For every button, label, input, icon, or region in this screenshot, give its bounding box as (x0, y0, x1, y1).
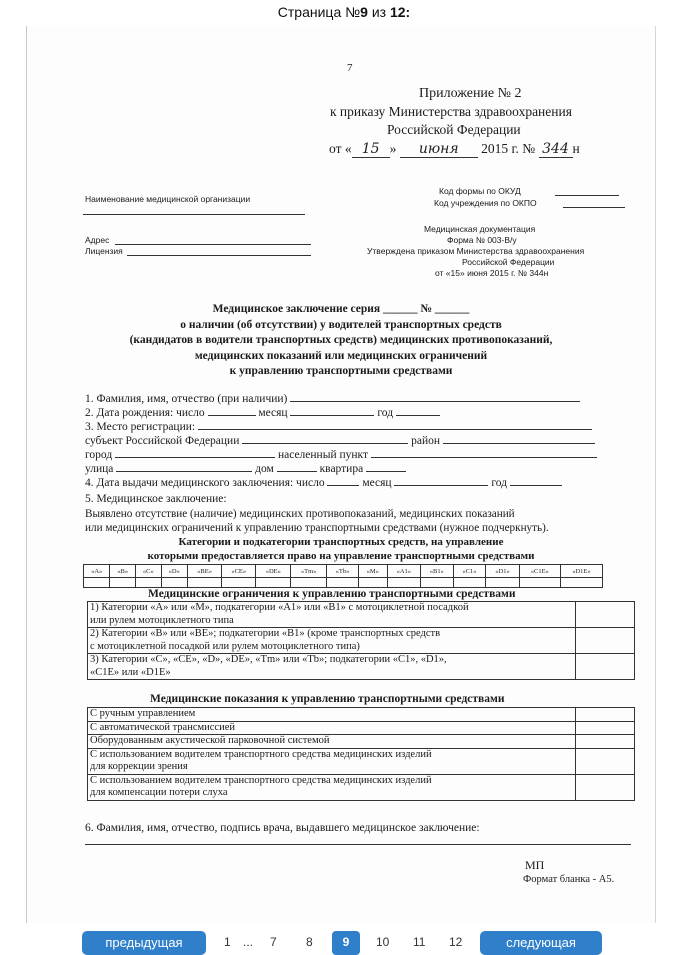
category-mark-cell (519, 578, 560, 588)
category-cell: «Tb» (327, 565, 359, 578)
indication-row (88, 775, 634, 800)
indication-row (88, 722, 634, 736)
page-link-10[interactable]: 10 (376, 935, 390, 949)
order-number: 344 (539, 141, 573, 158)
indication-row (88, 749, 634, 775)
category-mark-cell (222, 578, 256, 588)
page-link-11[interactable]: 11 (413, 935, 426, 949)
order-line: к приказу Министерства здравоохранения (330, 104, 572, 119)
category-mark-cell (358, 578, 387, 588)
address-line (115, 244, 311, 245)
categories-title-1: Категории и подкатегории транспортных средств, на управление (178, 536, 504, 548)
category-cell: «Tm» (291, 565, 327, 578)
category-cell: «C1» (453, 565, 486, 578)
birth-year-label: год (377, 407, 394, 419)
category-mark-cell (486, 578, 519, 588)
order-date-line (329, 141, 580, 158)
approved-line-3: от «15» июня 2015 г. № 344н (435, 268, 549, 278)
license-label: Лицензия (85, 246, 123, 256)
field-issue-date (85, 475, 562, 490)
city-line (115, 447, 275, 458)
locality-label: населенный пункт (277, 449, 368, 461)
date-mid: » (389, 141, 397, 156)
page-indicator (0, 4, 688, 20)
title-line-2: о наличии (об отсутствии) у водителей транспортных средств (180, 318, 502, 331)
address-label: Адрес (85, 235, 110, 245)
date-suffix: н (572, 141, 580, 156)
indication-row-mark-cell (575, 749, 634, 774)
indications-table (87, 707, 635, 801)
field-registration (85, 419, 592, 434)
category-mark-cell (560, 578, 602, 588)
full-name-label: 1. Фамилия, имя, отчество (при наличии) (85, 393, 288, 405)
indication-row-mark-cell (575, 722, 634, 735)
category-cell: «B1» (421, 565, 454, 578)
date-month: июня (400, 141, 478, 158)
field-city (85, 447, 597, 462)
categories-mark-row (84, 578, 603, 588)
field-conclusion: 5. Медицинское заключение: (85, 493, 227, 505)
issue-day-line (327, 475, 359, 486)
issue-date-label: 4. Дата выдачи медицинского заключения: число (85, 477, 325, 489)
pagination (0, 927, 688, 951)
birth-month-line (290, 405, 374, 416)
indication-row-mark-cell (575, 735, 634, 748)
full-name-line (290, 391, 580, 402)
birth-date-label: 2. Дата рождения: число (85, 407, 205, 419)
doctor-line (85, 844, 631, 845)
page-link-12[interactable]: 12 (449, 935, 463, 949)
categories-table (83, 564, 603, 588)
okpo-line (563, 207, 625, 208)
category-cell: «B» (110, 565, 136, 578)
page-link-8[interactable]: 8 (306, 935, 313, 949)
category-mark-cell (110, 578, 136, 588)
restriction-row-text: или рулем мотоциклетного типа (90, 614, 234, 626)
category-cell: «C» (135, 565, 161, 578)
indication-row-mark-cell (575, 708, 634, 721)
field-subject (85, 433, 595, 448)
street-line (116, 461, 252, 472)
issue-month-label: месяц (362, 477, 392, 489)
house-label: дом (255, 463, 274, 475)
category-mark-cell (327, 578, 359, 588)
category-mark-cell (453, 578, 486, 588)
issue-year-line (510, 475, 562, 486)
issue-month-line (394, 475, 488, 486)
categories-title (27, 536, 655, 563)
indication-row-text: для коррекции зрения (90, 761, 188, 772)
federation-line: Российской Федерации (387, 122, 521, 137)
locality-line (371, 447, 597, 458)
stamp-label: МП (525, 858, 545, 872)
okpo-label: Код учреждения по ОКПО (434, 198, 537, 208)
category-mark-cell (84, 578, 110, 588)
subject-label: субъект Российской Федерации (85, 435, 240, 447)
page-of: из (367, 4, 390, 20)
flat-label: квартира (319, 463, 364, 475)
approved-line-2: Российской Федерации (462, 257, 555, 267)
conclusion-text-2: или медицинских ограничений к управлению транспортными средствами (нужное подчеркнуть). (85, 522, 549, 534)
format-label: Формат бланка - А5. (523, 874, 615, 885)
page-current: 9 (360, 4, 368, 20)
restriction-row-text: «C1E» или «D1E» (90, 666, 171, 678)
category-mark-cell (291, 578, 327, 588)
street-label: улица (85, 463, 114, 475)
indication-row-text: С ручным управлением (90, 708, 196, 719)
license-line (127, 255, 311, 256)
category-cell: «A1» (387, 565, 420, 578)
indications-title: Медицинские показания к управлению транспортными средствами (150, 693, 505, 705)
title-line-3: (кандидатов в водители транспортных средств) медицинских противопоказаний, (129, 334, 553, 346)
indication-row (88, 735, 634, 749)
med-doc-label: Медицинская документация (424, 224, 536, 234)
document-scan (26, 26, 656, 923)
registration-label: 3. Место регистрации: (85, 421, 196, 433)
category-cell: «BE» (187, 565, 221, 578)
indication-row-text: для компенсации потери слуха (90, 787, 228, 798)
title-line-4: медицинских показаний или медицинских ограничений (194, 349, 488, 362)
birth-day-line (208, 405, 256, 416)
restriction-row-mark-cell (575, 628, 634, 653)
restriction-row (88, 628, 634, 654)
indication-row (88, 708, 634, 722)
date-year: 2015 г. № (481, 141, 536, 156)
prev-page-button[interactable]: предыдущая (82, 931, 206, 955)
document-title (27, 302, 655, 380)
category-cell: «C1E» (519, 565, 560, 578)
category-mark-cell (161, 578, 187, 588)
form-number: Форма № 003-В/у (447, 235, 517, 245)
city-label: город (85, 449, 113, 461)
category-mark-cell (256, 578, 291, 588)
house-line (277, 461, 317, 472)
page-link-7[interactable]: 7 (270, 935, 277, 949)
registration-line (198, 419, 592, 430)
restrictions-table (87, 601, 635, 680)
approved-line-1: Утверждена приказом Министерства здравоохранения (367, 246, 585, 256)
category-cell: «D1E» (560, 565, 602, 578)
restriction-row (88, 654, 634, 679)
category-cell: «D1» (486, 565, 519, 578)
page-ellipsis: ... (243, 935, 254, 949)
category-cell: «DE» (256, 565, 291, 578)
restriction-row-text: 1) Категории «A» или «M», подкатегории «A1» или «B1» с мотоциклетной посадкой (90, 602, 469, 613)
conclusion-text-1: Выявлено отсутствие (наличие) медицинских противопоказаний, медицинских показаний (85, 508, 515, 520)
okud-line (555, 195, 619, 196)
restrictions-title: Медицинские ограничения к управлению транспортными средствами (148, 588, 516, 600)
page-total: 12 (389, 4, 406, 20)
field-birth-date (85, 405, 440, 420)
categories-header-row (84, 565, 603, 578)
category-mark-cell (135, 578, 161, 588)
categories-title-2: которыми предоставляется право на управление транспортными средствами (147, 549, 535, 562)
indication-row-text: С автоматической трансмиссией (90, 721, 235, 733)
doc-page-number: 7 (347, 62, 353, 74)
date-prefix: от « (329, 141, 352, 156)
restriction-row-mark-cell (575, 602, 634, 627)
category-cell: «CE» (222, 565, 256, 578)
birth-year-line (396, 405, 440, 416)
subject-line (242, 433, 408, 444)
issue-year-label: год (491, 477, 508, 489)
category-cell: «D» (161, 565, 187, 578)
field-doctor: 6. Фамилия, имя, отчество, подпись врача, выдавшего медицинское заключение: (85, 822, 480, 834)
org-name-line (83, 214, 305, 215)
indication-row-text: С использованием водителем транспортного средства медицинских изделий (90, 774, 432, 786)
restriction-row-mark-cell (575, 654, 634, 679)
category-cell: «M» (358, 565, 387, 578)
restriction-row-text: 2) Категории «B» или «BE»; подкатегории «B1» (кроме транспортных средств (90, 628, 441, 639)
indication-row-text: Оборудованным акустической парковочной системой (90, 735, 330, 746)
category-mark-cell (187, 578, 221, 588)
appendix-title: Приложение № 2 (419, 86, 522, 101)
page-link-1[interactable]: 1 (224, 935, 231, 949)
title-line-1: Медицинское заключение серия ______ № ______ (212, 303, 470, 315)
page-label: Страница № (277, 4, 361, 20)
indication-row-mark-cell (575, 775, 634, 800)
indication-row-text: С использованием водителем транспортного средства медицинских изделий (90, 748, 432, 760)
district-line (443, 433, 595, 444)
flat-line (366, 461, 406, 472)
category-cell: «A» (84, 565, 110, 578)
restriction-row-text: 3) Категории «C», «CE», «D», «DE», «Tm» или «Tb»; подкатегории «C1», «D1», (90, 654, 447, 665)
field-full-name (85, 391, 580, 406)
page-link-9-current[interactable]: 9 (332, 931, 360, 955)
page-suffix: : (405, 4, 411, 20)
next-page-button[interactable]: следующая (480, 931, 602, 955)
org-name-label: Наименование медицинской организации (85, 194, 251, 204)
birth-month-label: месяц (258, 407, 288, 419)
category-mark-cell (387, 578, 420, 588)
restriction-row-text: с мотоциклетной посадкой или рулем мотоциклетного типа) (90, 640, 360, 652)
category-mark-cell (421, 578, 454, 588)
district-label: район (411, 435, 441, 447)
okud-label: Код формы по ОКУД (439, 186, 521, 196)
date-day: 15 (352, 141, 390, 158)
field-street (85, 461, 406, 476)
title-line-5: к управлению транспортными средствами (229, 365, 453, 377)
restriction-row (88, 602, 634, 628)
